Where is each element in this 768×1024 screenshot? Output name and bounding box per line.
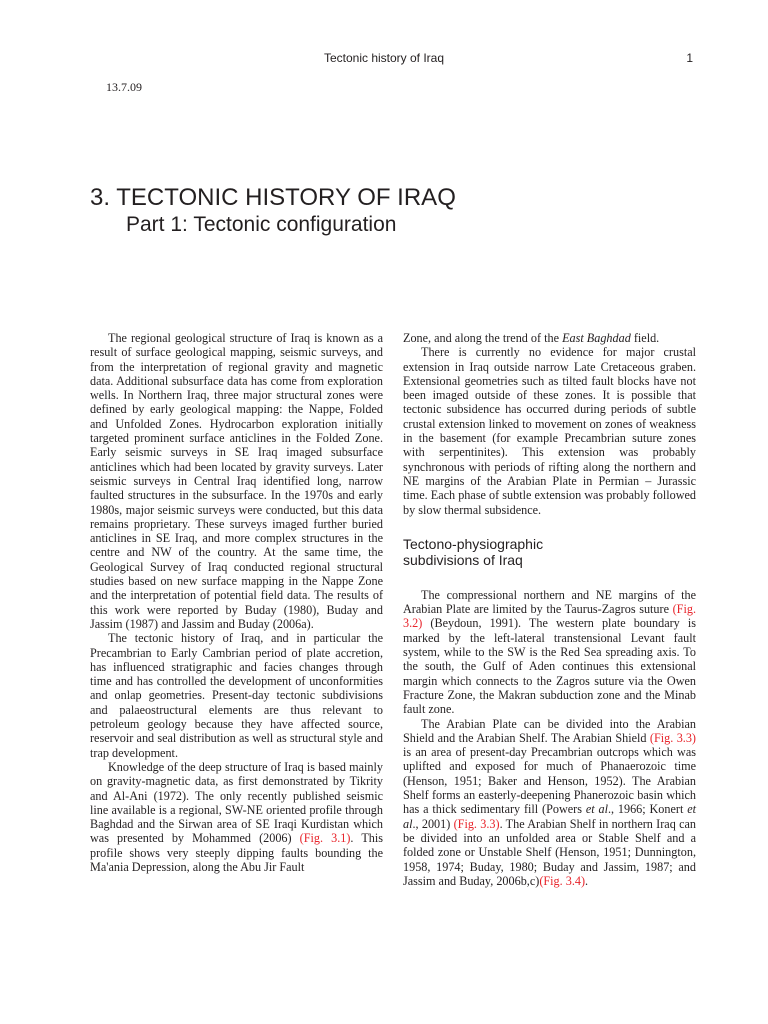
- running-header-title: Tectonic history of Iraq: [323, 51, 445, 65]
- paragraph-text: field.: [630, 331, 660, 345]
- figure-reference-link[interactable]: (Fig. 3.1): [299, 831, 351, 846]
- paragraph: The regional geological structure of Iraq is known as a result of surface geological mapping, seismic surveys, and from the interpretation of regional gravity and magnetic data. Additional subsurface data has come from exploration wells. In Northern Iraq, three major structural zones were defined by early geological mapping: the Nappe, Folded and Unfolded Zones. Hydrocarbon exploration initially targeted prominent surface anticlines in the Folded Zone. Early seismic surveys in SE Iraq imaged subsurface anticlines which had been located by gravity surveys. Later seismic surveys in Central Iraq identified long, narrow faulted structures in the subsurface. In the 1970s and early 1980s, major seismic surveys were conducted, but this data remains proprietary. These surveys imaged further buried anticlines in SE Iraq, and more complex structures in the centre and NW of the country. At the same time, the Geological Survey of Iraq conducted regional structural studies based on new surface mapping in the Nappe Zone and the interpretation of potential field data. The results of this work were reported by Buday (1980), Buday and Jassim (1987) and Jassim and Buday (2006a).: [90, 331, 383, 631]
- page-number: 1: [686, 51, 693, 65]
- paragraph-text: The Arabian Plate can be divided into the Arabian Shield and the Arabian Shelf. The Arabian Shield: [403, 716, 696, 745]
- italic-et-al: et al: [403, 802, 696, 831]
- paragraph: [90, 760, 383, 874]
- figure-reference-link[interactable]: (Fig. 3.4): [539, 873, 586, 888]
- document-date: 13.7.09: [106, 80, 142, 94]
- paragraph-text: .: [585, 873, 589, 888]
- paragraph-text: is an area of present-day Precambrian outcrops which was uplifted and exposed for much of Phanaerozoic time (Henson, 1951; Baker and Henson, 1952). The Arabian Shelf forms an easterly-deepening Phanerozoic basin which has a thick sedimentary fill (Powers: [403, 745, 696, 817]
- part-title: Part 1: Tectonic configuration: [126, 213, 397, 236]
- figure-reference-link[interactable]: (Fig. 3.3): [649, 730, 696, 745]
- paragraph-text: ., 2001): [412, 816, 454, 831]
- paragraph-text: . This profile shows very steeply dipping faults bounding the Ma'ania Depression, along the Abu Jir Fault: [90, 831, 384, 874]
- paragraph-text: . The Arabian Shelf in northern Iraq can be divided into an unfolded area or Stable Shelf and a folded zone or Unstable Shelf (Henson, 1951; Dunnington, 1958, 1974; Buday, 1980; Buday and Jassim, 1987; and Jassim and Buday, 2006b,c): [403, 816, 696, 888]
- paragraph: [403, 588, 696, 717]
- left-text-column: [90, 331, 383, 874]
- chapter-title: 3. TECTONIC HISTORY OF IRAQ: [90, 184, 456, 211]
- paragraph: There is currently no evidence for major crustal extension in Iraq outside narrow Late Cretaceous graben. Extensional geometries such as tilted fault blocks have not been imaged outside of these zones. It is possible that tectonic subsidence has occurred during periods of subtle crustal extension linked to movement on zones of weakness in the basement (for example Precambrian suture zones with serpentinites). This extension was probably synchronous with periods of rifting along the northern and NE margins of the Arabian Plate in Permian – Jurassic time. Each phase of subtle extension was probably followed by slow thermal subsidence.: [403, 345, 696, 517]
- paragraph: [403, 331, 696, 345]
- paragraph-text: Zone, and along the trend of the: [403, 331, 563, 345]
- section-heading-line: Tectono-physiographic: [403, 535, 544, 552]
- paragraph: [403, 717, 696, 889]
- italic-et-al: et al: [585, 802, 608, 817]
- italic-field-name: East Baghdad: [562, 331, 631, 345]
- paragraph-text: The compressional northern and NE margins of the Arabian Plate are limited by the Taurus-Zagros suture: [403, 587, 696, 617]
- right-text-column: [403, 331, 696, 888]
- paragraph: The tectonic history of Iraq, and in particular the Precambrian to Early Cambrian period of plate accretion, has influenced stratigraphic and facies changes through time and has controlled the development of unconformities and onlap geometries. Present-day tectonic subdivisions and palaeostructural elements are thus relevant to petroleum geology because they have affected source, reservoir and seal distribution as well as structural style and trap development.: [90, 631, 383, 760]
- figure-reference-link[interactable]: (Fig. 3.3): [453, 816, 500, 831]
- section-heading: [403, 536, 696, 568]
- figure-reference-link[interactable]: (Fig. 3.2): [403, 602, 696, 631]
- section-heading-line: subdivisions of Iraq: [403, 551, 523, 568]
- paragraph-text: ., 1966; Konert: [607, 802, 688, 817]
- paragraph-text: (Beydoun, 1991). The western plate boundary is marked by the left-lateral transtensional Levant fault system, while to the SW is the Red Sea spreading axis. To the south, the Gulf of Aden continues this extensional margin which connects to the Zagros suture via the Owen Fracture Zone, the Makran subduction zone and the Minab fault zone.: [403, 616, 696, 717]
- paragraph-text: Knowledge of the deep structure of Iraq is based mainly on gravity-magnetic data, as first demonstrated by Tikrity and Al-Ani (1972). The only recently published seismic line available is a regional, SW-NE oriented profile through Baghdad and the Sirwan area of SE Iraqi Kurdistan which was presented by Mohammed (2006): [90, 759, 383, 846]
